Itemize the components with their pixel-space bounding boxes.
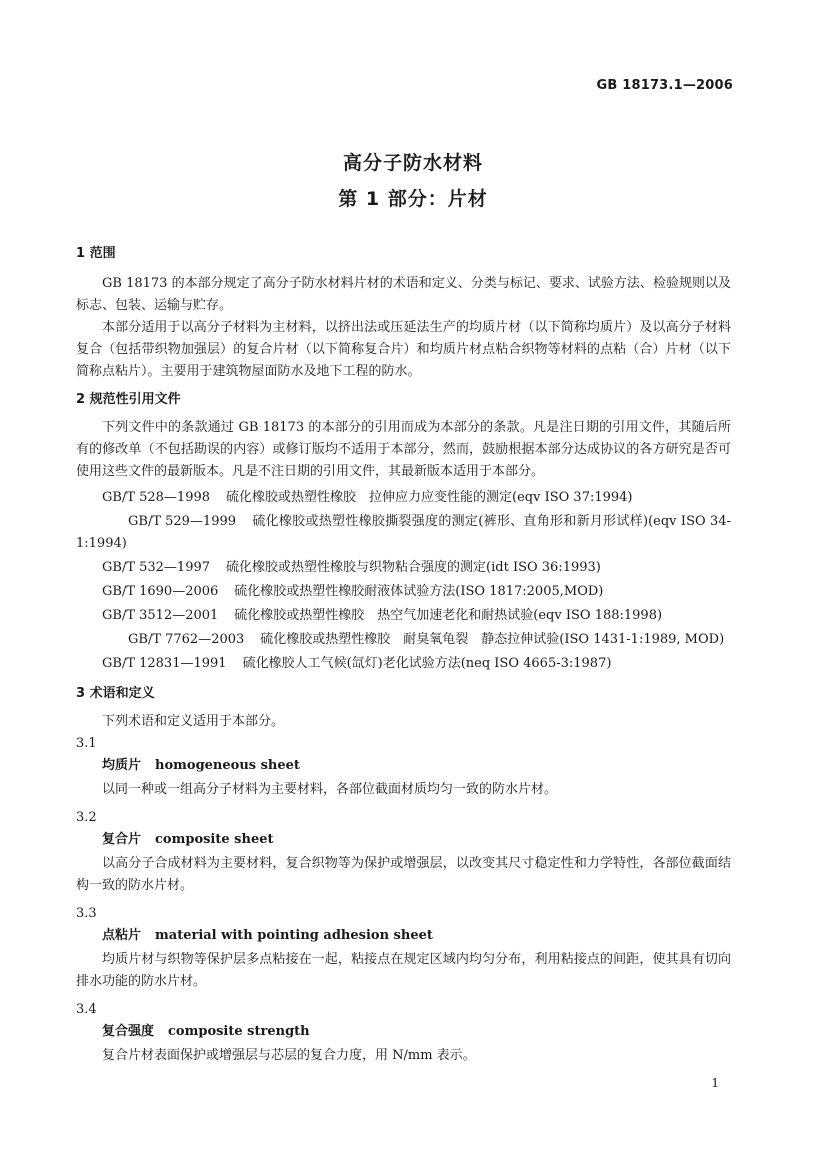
document-subtitle: 第 1 部分：片材 <box>338 188 488 210</box>
section-heading-scope: 1 范围 <box>76 246 116 261</box>
term-entry <box>76 1021 731 1043</box>
reference-code: GB/T 1690—2006 <box>102 584 219 599</box>
paragraph: 本部分适用于以高分子材料为主材料，以挤出法或压延法生产的均质片材（以下简称均质片）及以高分子材料复合（包括带织物加强层）的复合片材（以下简称复合片）和均质片材点粘合织物等材料的点粘（合）片材（以下简称点粘片）。主要用于建筑物屋面防水及地下工程的防水。 <box>76 320 731 379</box>
reference-title: 硫化橡胶或热塑性橡胶 热空气加速老化和耐热试验(eqv ISO 188:1998) <box>234 608 663 623</box>
term-en: homogeneous sheet <box>155 758 300 773</box>
term-zh: 复合片 <box>102 832 142 847</box>
section-heading-terms: 3 术语和定义 <box>76 686 155 701</box>
term-entry <box>76 755 731 777</box>
paragraph: 下列文件中的条款通过 GB 18173 的本部分的引用而成为本部分的条款。凡是注日期的引用文件，其随后所有的修改单（不包括勘误的内容）或修订版均不适用于本部分，然而，鼓励根据本部分达成协议的各方研究是否可使用这些文件的最新版本。凡是不注日期的引用文件，其最新版本适用于本部分。 <box>76 420 731 479</box>
term-en: material with pointing adhesion sheet <box>155 928 433 943</box>
reference-title: 硫化橡胶或热塑性橡胶 耐臭氧龟裂 静态拉伸试验(ISO 1431-1:1989, MOD) <box>260 632 725 647</box>
term-zh: 复合强度 <box>102 1024 155 1039</box>
term-en: composite strength <box>168 1024 310 1039</box>
reference-title: 硫化橡胶或热塑性橡胶与织物粘合强度的测定(idt ISO 36:1993) <box>226 560 601 575</box>
term-definition: 以同一种或一组高分子材料为主要材料，各部位截面材质均匀一致的防水片材。 <box>102 782 558 797</box>
term-number: 3.2 <box>76 810 97 825</box>
reference-item <box>76 557 731 579</box>
reference-code: GB/T 528—1998 <box>102 490 211 505</box>
reference-item <box>76 605 731 627</box>
paragraph: 下列术语和定义适用于本部分。 <box>102 714 285 729</box>
term-number: 3.1 <box>76 736 97 751</box>
document-body <box>76 243 731 1073</box>
term-definition: 均质片材与织物等保护层多点粘接在一起，粘接点在规定区域内均匀分布，利用粘接点的间距，使其具有切向排水功能的防水片材。 <box>76 952 731 989</box>
term-zh: 点粘片 <box>102 928 142 943</box>
section-heading-references: 2 规范性引用文件 <box>76 392 181 407</box>
reference-title: 硫化橡胶或热塑性橡胶 拉伸应力应变性能的测定(eqv ISO 37:1994) <box>226 490 633 505</box>
term-en: composite sheet <box>155 832 274 847</box>
term-definition: 复合片材表面保护或增强层与芯层的复合力度，用 N/mm 表示。 <box>102 1048 476 1063</box>
reference-code: GB/T 3512—2001 <box>102 608 219 623</box>
reference-item <box>76 511 731 555</box>
reference-item <box>76 629 731 651</box>
page-number: 1 <box>711 1076 719 1090</box>
document-title: 高分子防水材料 <box>342 152 483 174</box>
reference-code: GB/T 532—1997 <box>102 560 211 575</box>
reference-code: GB/T 7762—2003 <box>128 632 245 647</box>
reference-title: 硫化橡胶或热塑性橡胶耐液体试验方法(ISO 1817:2005,MOD) <box>234 584 604 599</box>
reference-code: GB/T 12831—1991 <box>102 656 227 671</box>
reference-item <box>76 581 731 603</box>
reference-code: GB/T 529—1999 <box>128 514 237 529</box>
reference-title: 硫化橡胶人工气候(氙灯)老化试验方法(neq ISO 4665-3:1987) <box>242 656 612 671</box>
term-entry <box>76 925 731 947</box>
reference-item <box>76 487 731 509</box>
term-number: 3.3 <box>76 906 97 921</box>
reference-title: 硫化橡胶或热塑性橡胶撕裂强度的测定(裤形、直角形和新月形试样)(eqv ISO 34-1:1994) <box>76 514 731 551</box>
term-number: 3.4 <box>76 1002 97 1017</box>
paragraph: GB 18173 的本部分规定了高分子防水材料片材的术语和定义、分类与标记、要求、试验方法、检验规则以及标志、包装、运输与贮存。 <box>76 276 731 313</box>
term-definition: 以高分子合成材料为主要材料，复合织物等为保护或增强层，以改变其尺寸稳定性和力学特性，各部位截面结构一致的防水片材。 <box>76 856 731 893</box>
standard-number: GB 18173.1—2006 <box>596 78 733 93</box>
reference-item <box>76 653 731 675</box>
term-zh: 均质片 <box>102 758 142 773</box>
term-entry <box>76 829 731 851</box>
